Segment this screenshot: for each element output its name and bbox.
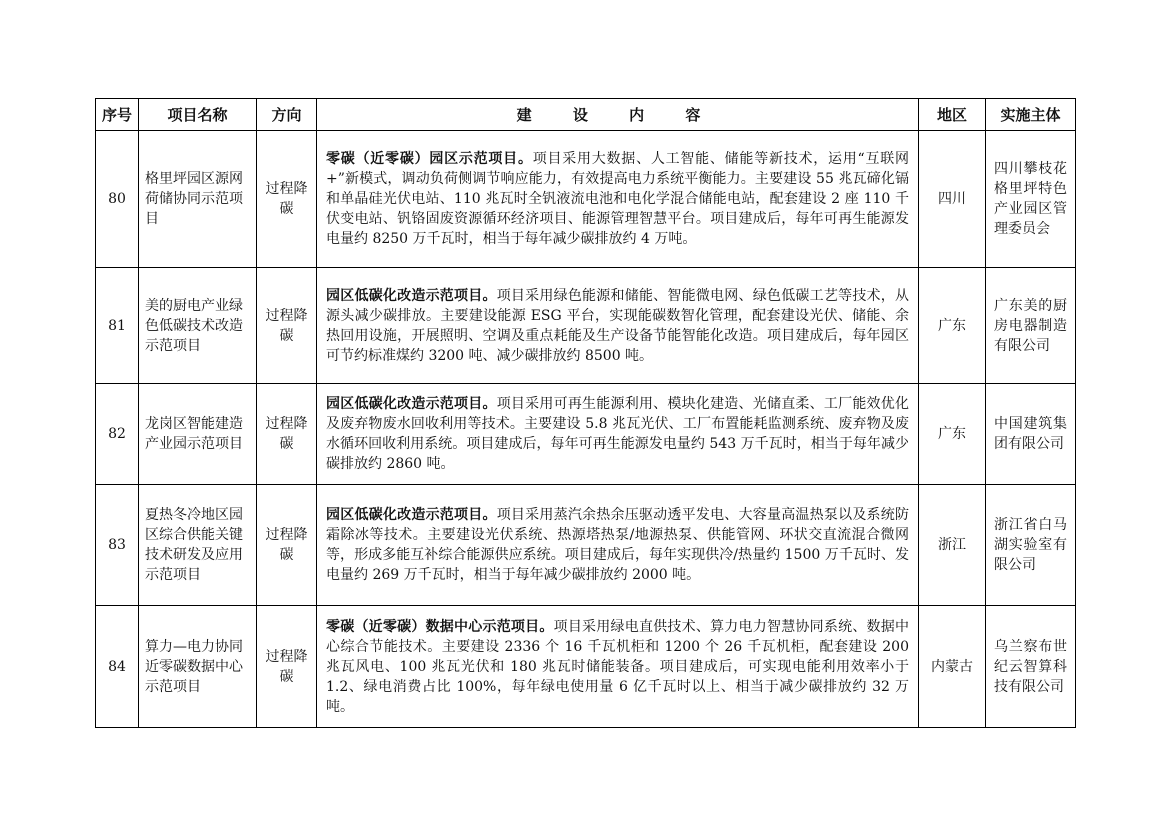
row-content <box>317 384 919 485</box>
table-row <box>96 131 1076 268</box>
row-seq: 84 <box>96 606 139 728</box>
row-entity: 浙江省白马湖实验室有限公司 <box>986 485 1076 606</box>
header-name: 项目名称 <box>139 99 257 131</box>
row-name: 龙岗区智能建造产业园示范项目 <box>139 384 257 485</box>
row-content-text: 项目采用大数据、人工智能、储能等新技术，运用“互联网+”新模式，调动负荷侧调节响应能力，有效提高电力系统平衡能力。主要建设 55 兆瓦碲化镉和单晶硅光伏电站、110 兆瓦时全钒液流电池和电化学混合储能电站，配套建设 2 座 110 千伏变电站、钒铬固废资源循环经济项目、能源管理智慧平台。项目建成后，每年可再生能源发电量约 8250 万千瓦时，相当于每年减少碳排放约 4 万吨。 <box>326 151 910 247</box>
project-table-container <box>95 98 1075 728</box>
row-content-type: 园区低碳化改造示范项目。 <box>326 396 497 412</box>
project-table <box>95 98 1076 728</box>
row-direction: 过程降碳 <box>257 384 317 485</box>
row-content-type: 园区低碳化改造示范项目。 <box>326 507 497 523</box>
row-direction: 过程降碳 <box>257 485 317 606</box>
row-content-text: 项目采用蒸汽余热余压驱动透平发电、大容量高温热泵以及系统防霜除冰等技术。主要建设光伏系统、热源塔热泵/地源热泵、供能管网、环状交直流混合微网等，形成多能互补综合能源供应系统。项目建成后，每年实现供冷/热量约 1500 万千瓦时、发电量约 269 万千瓦时，相当于每年减少碳排放约 2000 吨。 <box>326 507 910 583</box>
row-region: 内蒙古 <box>919 606 986 728</box>
row-region: 四川 <box>919 131 986 268</box>
row-entity: 四川攀枝花格里坪特色产业园区管理委员会 <box>986 131 1076 268</box>
row-content-type: 零碳（近零碳）数据中心示范项目。 <box>326 618 554 635</box>
row-direction: 过程降碳 <box>257 606 317 728</box>
row-entity: 乌兰察布世纪云智算科技有限公司 <box>986 606 1076 728</box>
row-entity: 广东美的厨房电器制造有限公司 <box>986 268 1076 384</box>
header-region: 地区 <box>919 99 986 131</box>
header-seq: 序号 <box>96 99 139 131</box>
row-direction: 过程降碳 <box>257 131 317 268</box>
row-region: 广东 <box>919 384 986 485</box>
row-content <box>317 606 919 728</box>
row-name: 夏热冬冷地区园区综合供能关键技术研发及应用示范项目 <box>139 485 257 606</box>
row-seq: 81 <box>96 268 139 384</box>
table-header-row <box>96 99 1076 131</box>
row-entity: 中国建筑集团有限公司 <box>986 384 1076 485</box>
table-row <box>96 485 1076 606</box>
row-region: 广东 <box>919 268 986 384</box>
row-content-type: 零碳（近零碳）园区示范项目。 <box>326 151 533 167</box>
row-content-type: 园区低碳化改造示范项目。 <box>326 287 497 304</box>
row-content <box>317 131 919 268</box>
row-seq: 83 <box>96 485 139 606</box>
row-seq: 80 <box>96 131 139 268</box>
header-entity: 实施主体 <box>986 99 1076 131</box>
row-content <box>317 268 919 384</box>
row-name: 美的厨电产业绿色低碳技术改造示范项目 <box>139 268 257 384</box>
header-content: 建 设 内 容 <box>317 99 919 131</box>
row-content-text: 项目采用可再生能源利用、模块化建造、光储直柔、工厂能效优化及废弃物废水回收利用等技术。主要建设 5.8 兆瓦光伏、工厂布置能耗监测系统、废弃物及废水循环回收利用系统。项目建成后，每年可再生能源发电量约 543 万千瓦时，相当于每年减少碳排放约 2860 吨。 <box>326 396 910 472</box>
row-name: 算力—电力协同近零碳数据中心示范项目 <box>139 606 257 728</box>
table-row <box>96 268 1076 384</box>
table-row <box>96 384 1076 485</box>
row-seq: 82 <box>96 384 139 485</box>
header-direction: 方向 <box>257 99 317 131</box>
row-content-text: 项目采用绿色能源和储能、智能微电网、绿色低碳工艺等技术，从源头减少碳排放。主要建设能源 ESG 平台，实现能碳数智化管理，配套建设光伏、储能、余热回用设施，开展照明、空调及重点耗能及生产设备节能智能化改造。项目建成后，每年园区可节约标准煤约 3200 吨、减少碳排放约 8500 吨。 <box>326 287 910 364</box>
row-name: 格里坪园区源网荷储协同示范项目 <box>139 131 257 268</box>
row-content-text: 项目采用绿电直供技术、算力电力智慧协同系统、数据中心综合节能技术。主要建设 2336 个 16 千瓦机柜和 1200 个 26 千瓦机柜，配套建设 200 兆瓦风电、100 兆瓦光伏和 180 兆瓦时储能装备。项目建成后，可实现电能利用效率小于 1.2、绿电消费占比 100%，每年绿电使用量 6 亿千瓦时以上、相当于减少碳排放约 32 万吨。 <box>326 618 910 715</box>
table-row <box>96 606 1076 728</box>
row-region: 浙江 <box>919 485 986 606</box>
row-content <box>317 485 919 606</box>
row-direction: 过程降碳 <box>257 268 317 384</box>
